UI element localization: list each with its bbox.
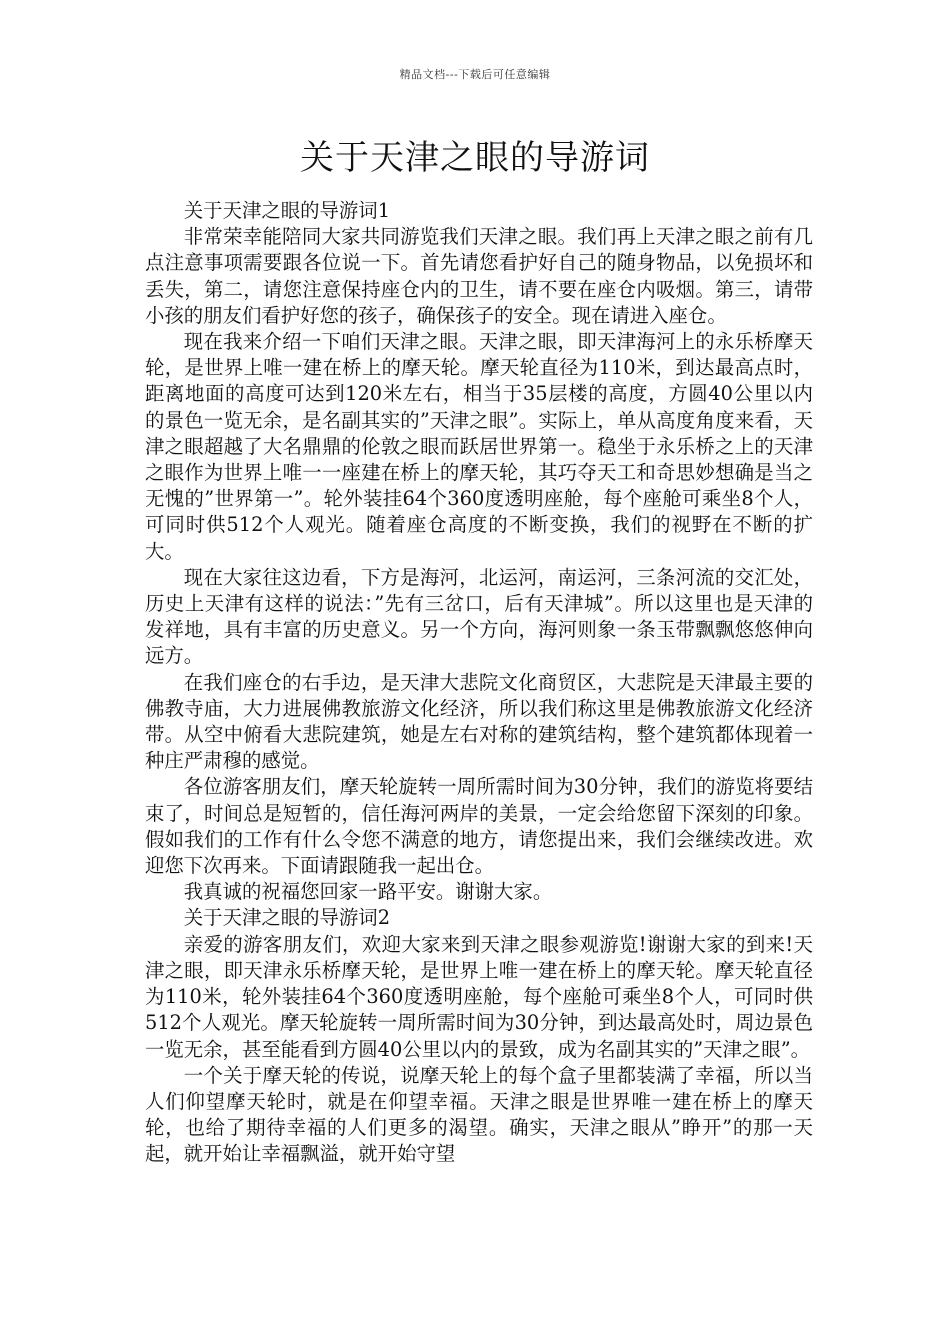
body-paragraph: 非常荣幸能陪同大家共同游览我们天津之眼。我们再上天津之眼之前有几点注意事项需要跟各位说一下。首先请您看护好自己的随身物品，以免损坏和丢失，第二，请您注意保持座仓内的卫生，请不要在座仓内吸烟。第三，请带小孩的朋友们看护好您的孩子，确保孩子的安全。现在请进入座仓。 bbox=[145, 225, 813, 327]
body-paragraph: 现在我来介绍一下咱们天津之眼。天津之眼，即天津海河上的永乐桥摩天轮，是世界上唯一建在桥上的摩天轮。摩天轮直径为110米，到达最高点时，距离地面的高度可达到120米左右，相当于35层楼的高度，方圆40公里以内的景色一览无余，是名副其实的”天津之眼”。实际上，单从高度角度来看，天津之眼超越了大名鼎鼎的伦敦之眼而跃居世界第一。稳坐于永乐桥之上的天津之眼作为世界上唯一一座建在桥上的摩天轮，其巧夺天工和奇思妙想确是当之无愧的”世界第一”。轮外装挂64个360度透明座舱，每个座舱可乘坐8个人，可同时供512个人观光。随着座仓高度的不断变换，我们的视野在不断的扩大。 bbox=[145, 330, 813, 563]
document-body bbox=[145, 198, 813, 1168]
body-paragraph: 各位游客朋友们，摩天轮旋转一周所需时间为30分钟，我们的游览将要结束了，时间总是短暂的，信任海河两岸的美景，一定会给您留下深刻的印象。假如我们的工作有什么令您不满意的地方，请您提出来，我们会继续改进。欢迎您下次再来。下面请跟随我一起出仓。 bbox=[145, 775, 813, 878]
body-paragraph: 在我们座仓的右手边，是天津大悲院文化商贸区，大悲院是天津最主要的佛教寺庙，大力进展佛教旅游文化经济，所以我们称这里是佛教旅游文化经济带。从空中俯看大悲院建筑，她是左右对称的建筑结构，整个建筑都体现着一种庄严肃穆的感觉。 bbox=[145, 670, 813, 773]
header-note: 精品文档---下载后可任意编辑 bbox=[399, 68, 551, 81]
body-paragraph: 一个关于摩天轮的传说，说摩天轮上的每个盒子里都装满了幸福，所以当人们仰望摩天轮时，就是在仰望幸福。天津之眼是世界唯一建在桥上的摩天轮，也给了期待幸福的人们更多的渴望。确实，天津之眼从”睁开”的那一天起，就开始让幸福飘溢，就开始守望 bbox=[145, 1063, 813, 1166]
section-heading: 关于天津之眼的导游词2 bbox=[183, 906, 391, 930]
section-heading: 关于天津之眼的导游词1 bbox=[183, 199, 391, 222]
document-title: 关于天津之眼的导游词 bbox=[300, 138, 650, 178]
body-paragraph: 现在大家往这边看，下方是海河，北运河，南运河，三条河流的交汇处，历史上天津有这样的说法：”先有三岔口，后有天津城”。所以这里也是天津的发祥地，具有丰富的历史意义。另一个方向，海河则象一条玉带飘飘悠悠伸向远方。 bbox=[145, 565, 813, 668]
body-paragraph: 我真诚的祝福您回家一路平安。谢谢大家。 bbox=[183, 880, 553, 904]
body-paragraph: 亲爱的游客朋友们，欢迎大家来到天津之眼参观游览!谢谢大家的到来!天津之眼，即天津永乐桥摩天轮，是世界上唯一建在桥上的摩天轮。摩天轮直径为110米，轮外装挂64个360度透明座舱，每个座舱可乘坐8个人，可同时供512个人观光。摩天轮旋转一周所需时间为30分钟，到达最高处时，周边景色一览无余，甚至能看到方圆40公里以内的景致，成为名副其实的”天津之眼”。 bbox=[145, 932, 813, 1061]
